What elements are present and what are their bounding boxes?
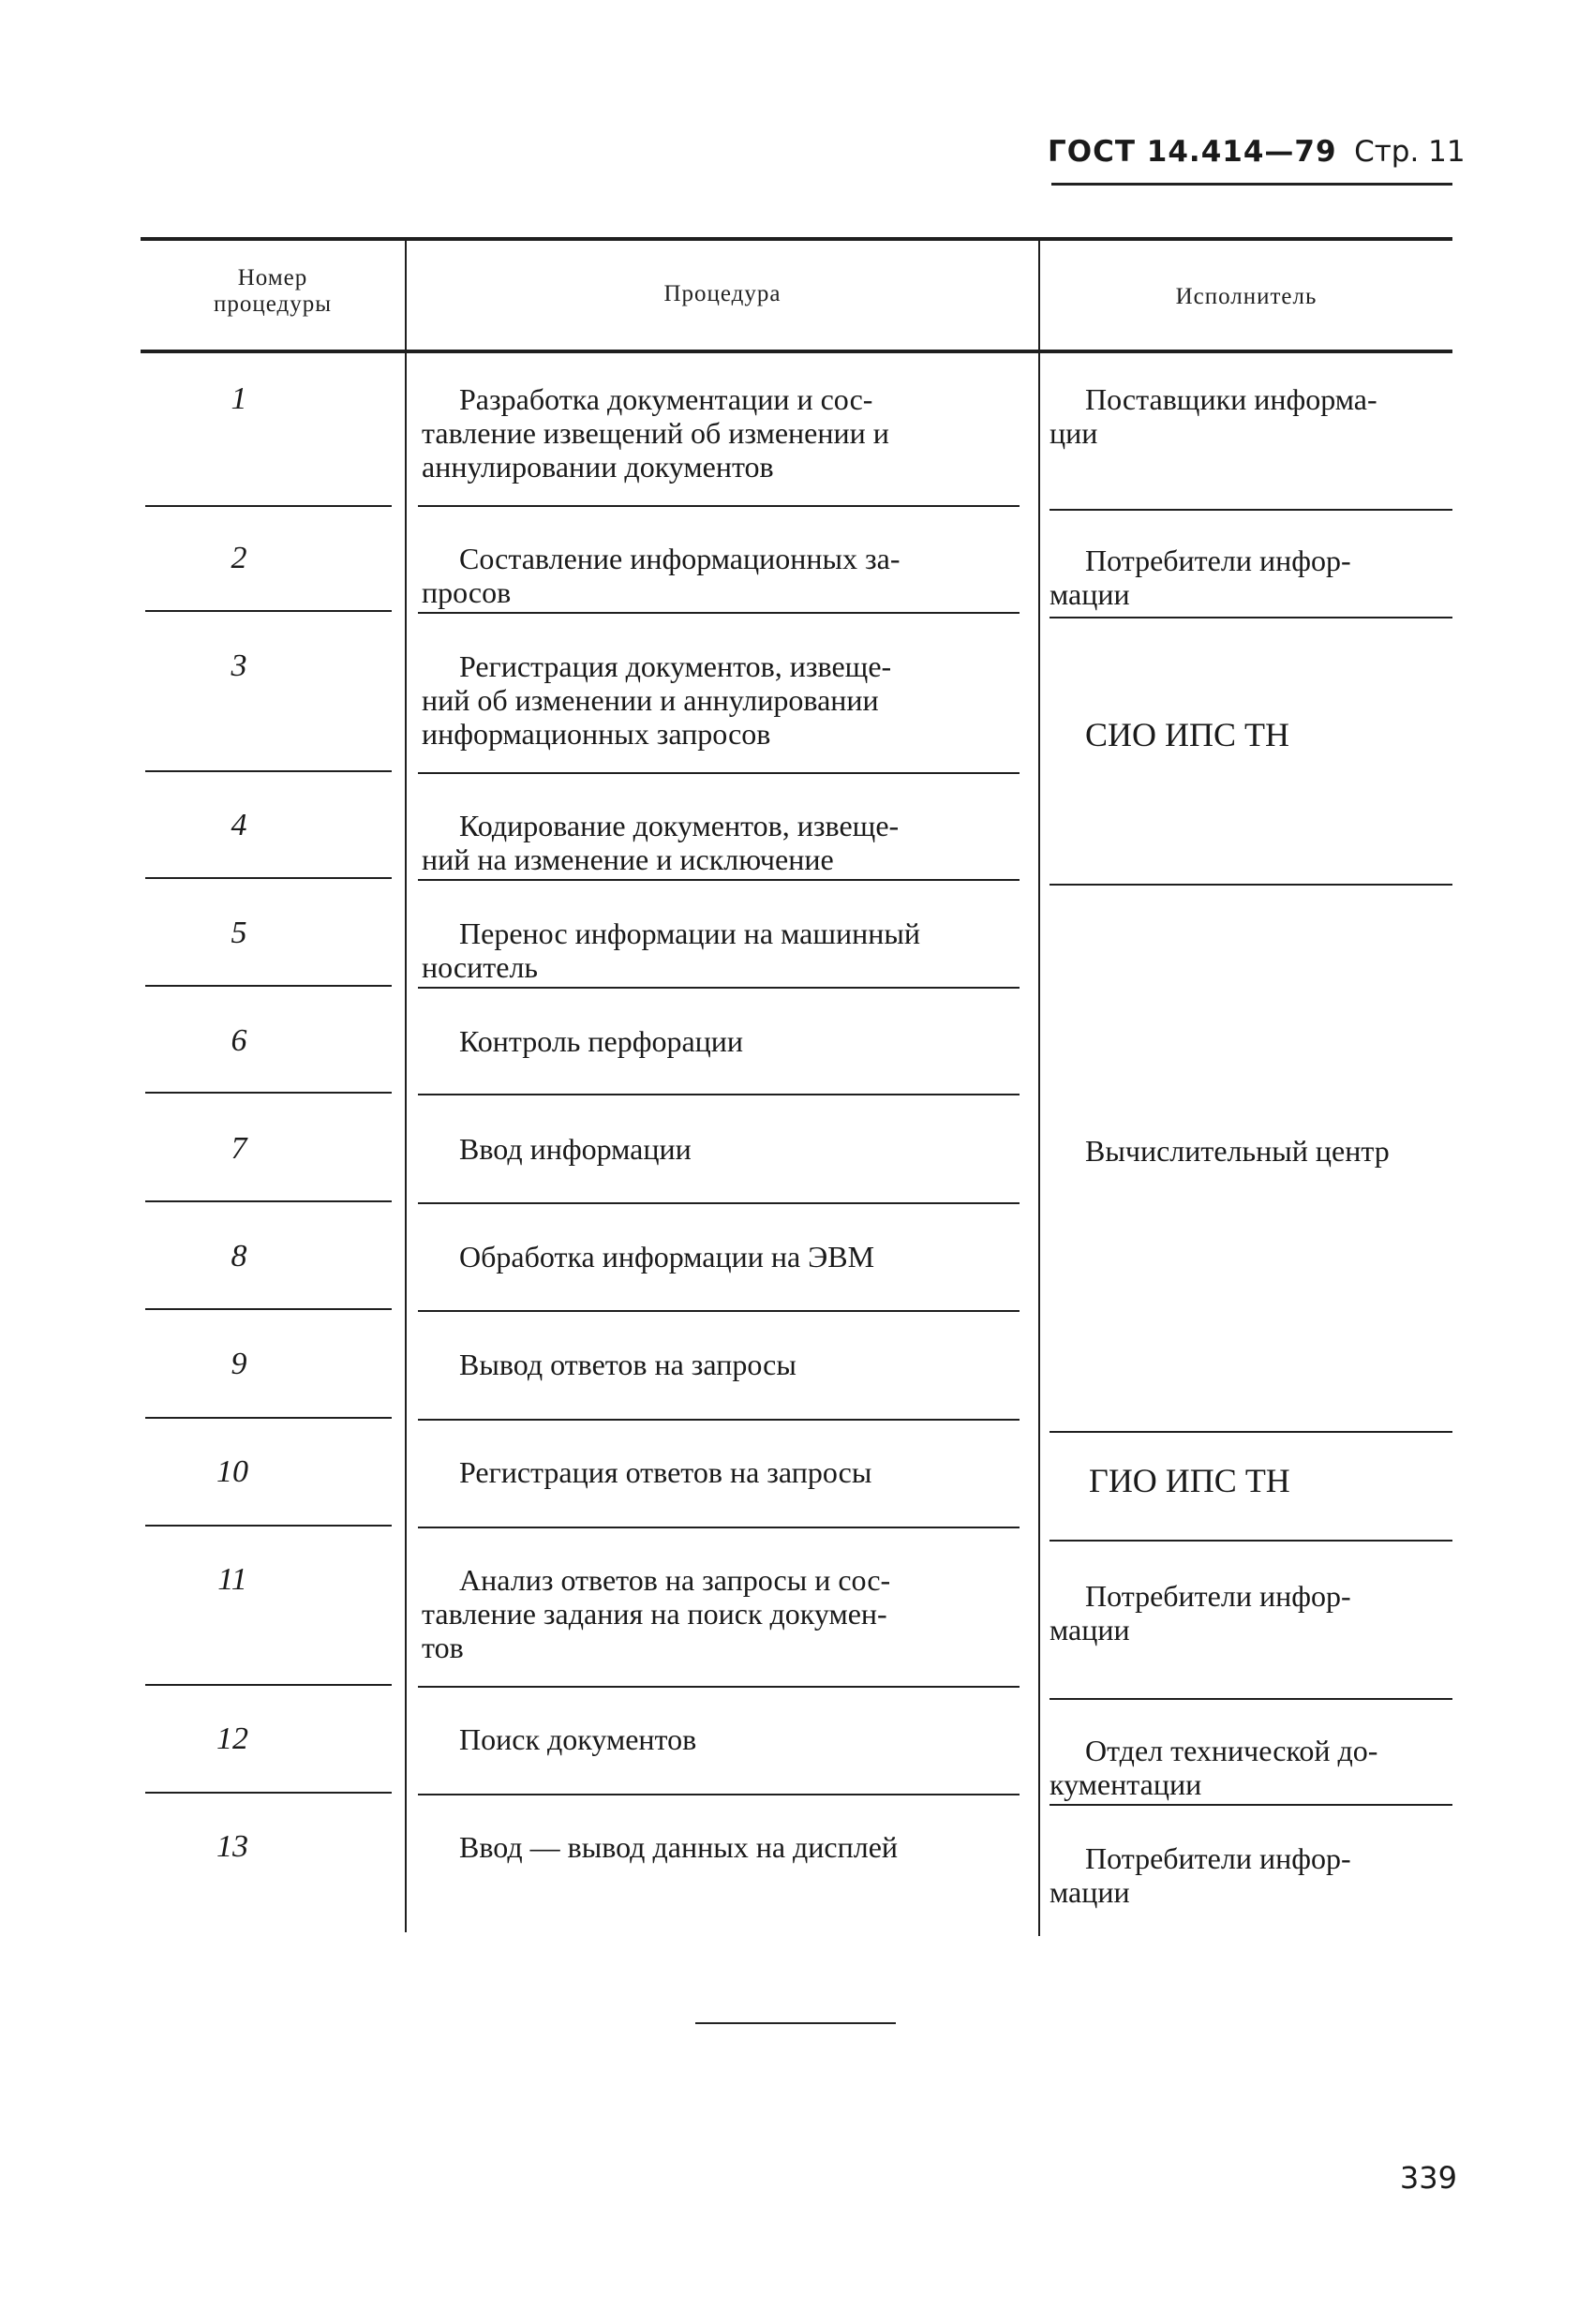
- executor-line: Поставщики информа-: [1085, 382, 1377, 416]
- executor-text: [1050, 1734, 1451, 1801]
- executor-line: Отдел технической до-: [1085, 1734, 1378, 1767]
- table-top-rule: [141, 237, 1452, 241]
- procedure-line: Ввод — вывод данных на дисплей: [459, 1830, 899, 1864]
- procedure-text: [422, 1455, 1031, 1489]
- procedure-number: 12: [216, 1721, 248, 1756]
- procedure-number: 5: [231, 916, 247, 950]
- row-rule-number: [145, 1684, 392, 1686]
- page-number: 339: [1399, 2160, 1457, 2196]
- procedure-line: носитель: [422, 950, 538, 984]
- procedure-line: Ввод информации: [459, 1132, 692, 1166]
- row-rule-procedure: [418, 1094, 1020, 1095]
- header-rule: [1051, 183, 1452, 186]
- row-rule-number: [145, 1792, 392, 1794]
- executor-line: мации: [1050, 577, 1130, 611]
- row-rule-procedure: [418, 772, 1020, 774]
- procedure-text: [422, 542, 1031, 609]
- procedure-line: тов: [422, 1631, 464, 1664]
- procedure-line: ний об изменении и аннулировании: [422, 683, 879, 717]
- procedure-line: информационных запросов: [422, 717, 771, 751]
- executor-line: мации: [1050, 1875, 1130, 1909]
- procedure-text: [422, 1348, 1031, 1381]
- executor-text: ГИО ИПС ТН: [1089, 1462, 1290, 1499]
- procedure-line: ний на изменение и исключение: [422, 842, 834, 876]
- column-header-procedure: Процедура: [663, 281, 782, 306]
- row-rule-number: [145, 505, 392, 507]
- procedure-number: 2: [231, 541, 247, 575]
- procedure-line: Кодирование документов, извеще-: [459, 809, 900, 842]
- procedure-line: Регистрация документов, извеще-: [459, 649, 892, 683]
- procedure-line: просов: [422, 575, 512, 609]
- procedure-line: Контроль перфорации: [459, 1024, 744, 1058]
- executor-text: [1050, 1579, 1451, 1646]
- procedure-line: Регистрация ответов на запросы: [459, 1455, 872, 1489]
- executor-text: СИО ИПС ТН: [1085, 716, 1290, 753]
- procedure-number: 8: [231, 1239, 247, 1274]
- row-rule-number: [145, 1417, 392, 1419]
- procedure-number: 4: [231, 808, 247, 842]
- procedure-text: [422, 1722, 1031, 1756]
- row-rule-procedure: [418, 1202, 1020, 1204]
- column-header-number-line1: Номер: [237, 265, 308, 290]
- procedure-line: Вывод ответов на запросы: [459, 1348, 796, 1381]
- procedure-text: [422, 1830, 1031, 1864]
- end-of-table-rule: [695, 2022, 896, 2024]
- row-rule-procedure: [418, 612, 1020, 614]
- column-divider-1: [405, 240, 407, 1932]
- row-rule-procedure: [418, 1419, 1020, 1421]
- row-rule-procedure: [418, 1527, 1020, 1528]
- procedure-number: 6: [231, 1023, 247, 1058]
- executor-line: ции: [1050, 416, 1098, 450]
- procedure-text: [422, 809, 1031, 876]
- executor-text: [1050, 544, 1451, 611]
- row-rule-executor: [1050, 1540, 1452, 1542]
- procedure-line: аннулировании документов: [422, 450, 774, 484]
- row-rule-number: [145, 1200, 392, 1202]
- procedure-line: Обработка информации на ЭВМ: [459, 1240, 875, 1274]
- row-rule-number: [145, 1525, 392, 1527]
- executor-text: Вычислительный центр: [1085, 1134, 1390, 1168]
- procedure-line: тавление извещений об изменении и: [422, 416, 889, 450]
- executor-line: кументации: [1050, 1767, 1202, 1801]
- procedure-number: 9: [231, 1347, 247, 1381]
- column-header-executor: Исполнитель: [1175, 284, 1318, 309]
- procedure-text: [422, 1132, 1031, 1166]
- table-header-rule: [141, 350, 1452, 353]
- procedure-text: [422, 649, 1031, 751]
- executor-line: мации: [1050, 1613, 1130, 1646]
- procedure-text: [422, 382, 1031, 484]
- procedure-text: [422, 1563, 1031, 1664]
- row-rule-procedure: [418, 879, 1020, 881]
- procedure-number: 3: [231, 648, 247, 683]
- standard-designation: ГОСТ 14.414—79: [1048, 135, 1337, 169]
- row-rule-procedure: [418, 505, 1020, 507]
- procedure-number: 13: [216, 1829, 248, 1864]
- column-divider-2: [1038, 240, 1040, 1936]
- executor-line: Потребители инфор-: [1085, 1579, 1351, 1613]
- procedure-number: 1: [231, 381, 247, 416]
- procedure-line: Составление информационных за-: [459, 542, 901, 575]
- column-header-number-line2: процедуры: [213, 291, 333, 317]
- procedure-line: Разработка документации и сос-: [459, 382, 873, 416]
- procedure-number: 11: [217, 1562, 247, 1597]
- procedure-text: [422, 1240, 1031, 1274]
- procedure-line: тавление задания на поиск докумен-: [422, 1597, 887, 1631]
- row-rule-executor: [1050, 884, 1452, 886]
- row-rule-executor: [1050, 509, 1452, 511]
- row-rule-number: [145, 1092, 392, 1094]
- row-rule-procedure: [418, 1794, 1020, 1795]
- executor-text: [1050, 1841, 1451, 1909]
- page-label: Стр. 11: [1354, 135, 1466, 169]
- row-rule-number: [145, 610, 392, 612]
- column-header-number: [141, 265, 405, 318]
- procedure-number: 7: [231, 1131, 247, 1166]
- row-rule-procedure: [418, 987, 1020, 989]
- procedure-text: [422, 1024, 1031, 1058]
- procedure-number: 10: [216, 1454, 248, 1489]
- row-rule-procedure: [418, 1686, 1020, 1688]
- executor-text: [1050, 382, 1451, 450]
- row-rule-procedure: [418, 1310, 1020, 1312]
- row-rule-executor: [1050, 617, 1452, 618]
- row-rule-executor: [1050, 1431, 1452, 1433]
- row-rule-number: [145, 1308, 392, 1310]
- procedure-text: [422, 916, 1031, 984]
- row-rule-number: [145, 877, 392, 879]
- row-rule-executor: [1050, 1804, 1452, 1806]
- executor-line: Потребители инфор-: [1085, 1841, 1351, 1875]
- row-rule-executor: [1050, 1698, 1452, 1700]
- procedure-line: Поиск документов: [459, 1722, 697, 1756]
- row-rule-number: [145, 985, 392, 987]
- procedure-line: Анализ ответов на запросы и сос-: [459, 1563, 891, 1597]
- running-header: [1048, 129, 1466, 186]
- executor-line: Потребители инфор-: [1085, 544, 1351, 577]
- row-rule-number: [145, 770, 392, 772]
- procedure-line: Перенос информации на машинный: [459, 916, 920, 950]
